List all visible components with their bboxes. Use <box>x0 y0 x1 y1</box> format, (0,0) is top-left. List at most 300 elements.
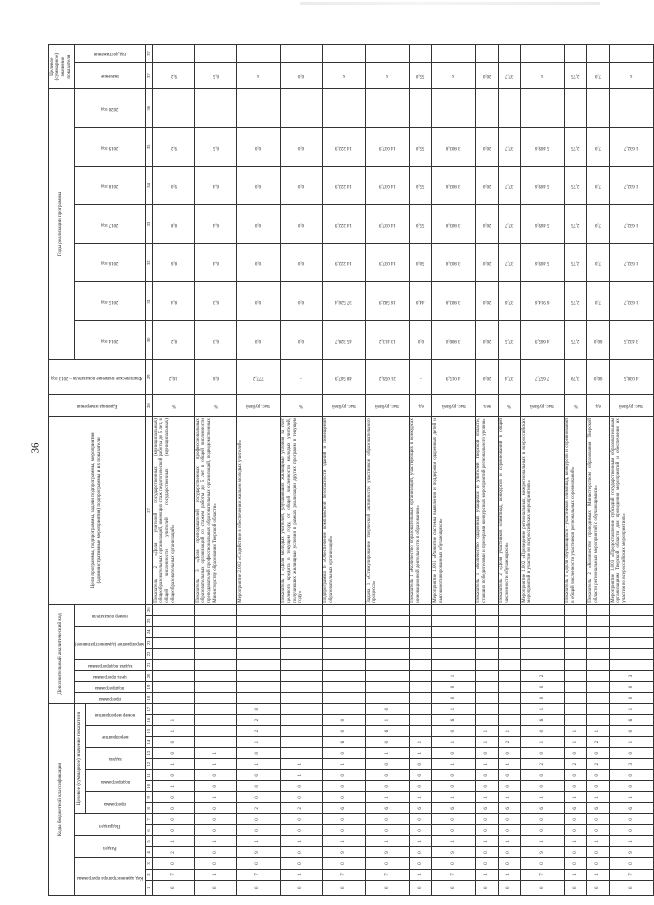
year-value-cell: 0,0 <box>237 128 281 167</box>
budget-code-cell: 0 <box>610 748 654 759</box>
budget-code-cell: 1 <box>475 737 498 748</box>
budget-code-cell: 6 <box>610 803 654 814</box>
target-year-cell <box>521 45 565 63</box>
column-index-cell: 26 <box>145 604 152 615</box>
budget-code-cell: 1 <box>610 737 654 748</box>
budget-code-cell: 0 <box>564 847 587 858</box>
budget-code-cell: 1 <box>153 836 195 847</box>
budget-code-cell <box>153 693 195 704</box>
year-value-cell: 2,75 <box>564 205 587 244</box>
budget-code-cell: 6 <box>564 803 587 814</box>
budget-code-cell: 0 <box>432 880 476 895</box>
budget-code-cell: 1 <box>521 792 565 803</box>
budget-code-cell: 1 <box>564 869 587 880</box>
year-value-cell: 60,0 <box>587 321 610 360</box>
year-2015-header: 2015 год <box>74 282 145 321</box>
year-value-cell: 37,7 <box>498 243 521 282</box>
budget-code-cell: 0 <box>475 770 498 781</box>
budget-code-cell <box>153 670 195 681</box>
budget-code-cell <box>564 704 587 715</box>
base-value-header: Фактическое значение показателя – 2013 год <box>49 359 146 394</box>
budget-code-cell <box>195 726 237 737</box>
year-value-cell: 14 037,9 <box>366 205 410 244</box>
budget-code-cell: 0 <box>475 858 498 869</box>
budget-code-cell: 0 <box>153 880 195 895</box>
budget-code-cell <box>366 615 410 626</box>
budget-code-cell: 0 <box>498 770 521 781</box>
budget-code-cell: 0 <box>610 858 654 869</box>
budget-code-cell: 0 <box>521 825 565 836</box>
budget-code-cell: 0 <box>432 781 476 792</box>
year-value-cell: 0,0 <box>409 321 432 360</box>
table-row <box>498 45 521 896</box>
budget-code-cell: 2 <box>521 670 565 681</box>
base-value-cell: 37,4 <box>498 359 521 394</box>
table-row <box>409 45 432 896</box>
year-value-cell <box>610 89 654 128</box>
year-value-cell: 0,0 <box>280 166 322 205</box>
budget-code-cell: 7 <box>521 869 565 880</box>
budget-code-cell <box>409 604 432 615</box>
year-value-cell: 0,0 <box>280 243 322 282</box>
budget-code-cell <box>409 704 432 715</box>
budget-code-cell <box>322 604 366 615</box>
year-value-cell <box>475 89 498 128</box>
year-value-cell: 0,0 <box>237 282 281 321</box>
budget-code-cell: 1 <box>498 869 521 880</box>
budget-code-cell <box>432 615 476 626</box>
extra-task-header: задача подпрограммы <box>74 659 145 670</box>
budget-code-cell: 1 <box>153 781 195 792</box>
budget-code-cell <box>409 670 432 681</box>
budget-code-cell <box>475 604 498 615</box>
budget-code-cell: 6 <box>322 737 366 748</box>
budget-code-cell <box>237 637 281 648</box>
unit-cell: тыс. рублей <box>432 395 476 417</box>
unit-header: Единица измерения <box>49 395 146 417</box>
year-value-cell: 20,0 <box>475 205 498 244</box>
year-value-cell: 6,3 <box>195 321 237 360</box>
year-value-cell <box>498 89 521 128</box>
year-value-cell: 0,0 <box>280 321 322 360</box>
table-row <box>521 45 565 896</box>
budget-code-cell <box>409 682 432 693</box>
budget-code-cell <box>153 659 195 670</box>
budget-code-cell <box>498 659 521 670</box>
budget-code-cell: 6 <box>610 715 654 726</box>
budget-code-cell: 1 <box>366 748 410 759</box>
budget-code-cell: 0 <box>409 825 432 836</box>
budget-code-cell: 0 <box>237 748 281 759</box>
year-value-cell: 37,5 <box>498 321 521 360</box>
budget-code-cell: 0 <box>322 880 366 895</box>
budget-code-cell: 6 <box>521 803 565 814</box>
budget-code-cell <box>195 704 237 715</box>
target-value-cell: 7,0 <box>587 62 610 88</box>
budget-code-cell: 2 <box>153 847 195 858</box>
column-index-cell: 35 <box>145 128 152 167</box>
budget-code-cell: 2 <box>237 726 281 737</box>
unit-cell: % <box>195 395 237 417</box>
year-value-cell: 4 665,9 <box>521 321 565 360</box>
budget-code-cell: 0 <box>521 814 565 825</box>
column-index-cell: 24 <box>145 626 152 637</box>
budget-code-cell <box>475 682 498 693</box>
budget-code-cell: 1 <box>237 759 281 770</box>
budget-code-cell <box>587 715 610 726</box>
budget-code-cell <box>432 659 476 670</box>
year-value-cell: 20,0 <box>475 128 498 167</box>
target-value-cell: 2,75 <box>564 62 587 88</box>
column-index-cell: 7 <box>145 814 152 825</box>
budget-code-cell: 0 <box>153 825 195 836</box>
budget-code-cell: 1 <box>475 836 498 847</box>
budget-code-cell <box>195 615 237 626</box>
year-value-cell: 2,75 <box>564 321 587 360</box>
year-value-cell: 14 222,9 <box>322 166 366 205</box>
budget-code-cell: 0 <box>521 726 565 737</box>
budget-code-cell: 0 <box>195 847 237 858</box>
budget-code-cell <box>432 648 476 659</box>
budget-code-cell: 0 <box>409 759 432 770</box>
year-value-cell <box>521 89 565 128</box>
budget-code-cell: 0 <box>322 825 366 836</box>
budget-code-cell: 1 <box>475 759 498 770</box>
year-value-cell: 3 803,8 <box>432 282 476 321</box>
base-value-cell: - <box>280 359 322 394</box>
table-row <box>195 45 237 896</box>
base-value-cell: 777,2 <box>237 359 281 394</box>
column-index-cell: 6 <box>145 825 152 836</box>
target-value-cell: 20,0 <box>475 62 498 88</box>
base-value-cell: 6,6 <box>195 359 237 394</box>
budget-code-cell <box>280 659 322 670</box>
column-index-cell: 3 <box>145 858 152 869</box>
year-value-cell: 5 469,6 <box>521 243 565 282</box>
year-value-cell: 0,0 <box>237 243 281 282</box>
budget-code-cell: 0 <box>587 880 610 895</box>
budget-code-cell: 0 <box>498 880 521 895</box>
year-value-cell: 1 632,7 <box>610 282 654 321</box>
extra-indicator-number-header: номер показателя <box>74 604 145 626</box>
budget-code-cell <box>153 637 195 648</box>
budget-code-cell <box>475 704 498 715</box>
base-value-cell: 3,70 <box>564 359 587 394</box>
indicator-description: Показатель 1 «Количество одаренных учащихся и учителей Тверской области, ставших победителями и призерами конкурсных мероприятий регионального уровня» <box>475 417 498 605</box>
budget-code-cell: 0 <box>521 781 565 792</box>
budget-code-cell: 1 <box>475 792 498 803</box>
budget-code-cell: 1 <box>498 759 521 770</box>
budget-code-cell: 7 <box>432 869 476 880</box>
budget-code-cell: 1 <box>432 759 476 770</box>
budget-code-cell: 0 <box>475 781 498 792</box>
budget-code-cell: 0 <box>587 858 610 869</box>
year-value-cell: 7,0 <box>587 282 610 321</box>
budget-code-cell: 0 <box>610 781 654 792</box>
budget-code-cell: 0 <box>237 814 281 825</box>
year-value-cell: 14 222,9 <box>322 243 366 282</box>
budget-code-cell: 0 <box>521 693 565 704</box>
budget-code-cell: 0 <box>432 693 476 704</box>
budget-code-cell: 1 <box>564 792 587 803</box>
budget-code-cell <box>587 604 610 615</box>
budget-code-cell <box>564 682 587 693</box>
budget-code-cell <box>587 637 610 648</box>
year-value-cell: 20,0 <box>475 166 498 205</box>
budget-code-cell: 0 <box>432 825 476 836</box>
budget-code-cell: 1 <box>366 715 410 726</box>
budget-code-cell: 0 <box>237 792 281 803</box>
budget-code-cell <box>475 659 498 670</box>
indicator-description: Показатель 1 «Доля обучающихся - участников олимпиад, конкурсов и соревнований в общей численности участников региональных соревнований» <box>564 417 587 605</box>
budget-code-cell <box>366 670 410 681</box>
budget-code-cell: 0 <box>153 792 195 803</box>
budget-code-cell: 9 <box>521 847 565 858</box>
budget-code-cell <box>610 659 654 670</box>
target-value-header: значение <box>74 62 145 88</box>
budget-code-cell <box>153 648 195 659</box>
budget-code-cell <box>498 637 521 648</box>
budget-code-cell: 0 <box>564 858 587 869</box>
column-index-cell: 28 <box>145 395 152 417</box>
budget-code-cell: 1 <box>475 726 498 737</box>
budget-code-cell <box>409 715 432 726</box>
indicator-description: Подпрограмма 6 «Обеспечение комплексной безопасности зданий и помещений образовательных организаций» <box>322 417 366 605</box>
budget-code-cell: 1 <box>498 836 521 847</box>
target-value-cell: x <box>322 62 366 88</box>
year-value-cell <box>153 89 195 128</box>
budget-code-cell: 0 <box>280 880 322 895</box>
budget-code-cell <box>322 670 366 681</box>
budget-code-cell: 0 <box>587 825 610 836</box>
budget-code-cell <box>153 604 195 615</box>
column-index-cell: 25 <box>145 615 152 626</box>
budget-code-cell: 6 <box>366 726 410 737</box>
budget-code-cell: 0 <box>610 880 654 895</box>
budget-code-cell: 0 <box>280 858 322 869</box>
budget-code-cell: 0 <box>195 880 237 895</box>
budget-code-cell: 0 <box>280 847 322 858</box>
budget-code-cell: 2 <box>564 759 587 770</box>
budget-code-cell <box>475 693 498 704</box>
budget-code-cell: 1 <box>587 792 610 803</box>
budget-code-cell: 1 <box>587 726 610 737</box>
unit-cell: чел. <box>475 395 498 417</box>
column-index-cell: 23 <box>145 637 152 648</box>
base-value-cell: - <box>409 359 432 394</box>
year-value-cell: 16 582,9 <box>366 282 410 321</box>
budget-code-cell <box>280 715 322 726</box>
budget-code-cell: 1 <box>521 704 565 715</box>
base-value-cell: 60,0 <box>587 359 610 394</box>
year-value-cell: 3 803,8 <box>432 166 476 205</box>
budget-code-cell: 0 <box>153 770 195 781</box>
budget-code-cell: 1 <box>564 737 587 748</box>
budget-code-cell: 6 <box>498 803 521 814</box>
budget-code-cell: 0 <box>322 748 366 759</box>
budget-code-cell <box>195 737 237 748</box>
budget-code-cell: 2 <box>521 759 565 770</box>
indicator-description: Задача 1 «Стимулирование творческой активности участников образовательного процесса» <box>366 417 410 605</box>
target-value-cell: 9,2 <box>153 62 195 88</box>
year-value-cell <box>564 89 587 128</box>
budget-code-cell <box>610 626 654 637</box>
target-value-cell: 55,0 <box>409 62 432 88</box>
budget-code-cell <box>280 682 322 693</box>
budget-code-cell: 0 <box>498 825 521 836</box>
column-index-row <box>145 45 152 896</box>
budget-code-cell: 1 <box>475 869 498 880</box>
extra-program-header: программа <box>74 693 145 704</box>
budget-code-cell <box>610 604 654 615</box>
budget-code-cell: 1 <box>521 836 565 847</box>
year-2020-header: 2020 год <box>74 89 145 128</box>
target-task-header: задача <box>86 748 146 770</box>
year-value-cell: 3 432,5 <box>610 321 654 360</box>
budget-code-cell <box>237 648 281 659</box>
indicator-description: Мероприятие 1.002 «Проведение региональных, межрегиональных и всероссийских мероприятий и участие во всероссийских мероприятиях» <box>521 417 565 605</box>
extra-event-header: мероприятие (административное) <box>74 626 145 659</box>
target-year-cell <box>366 45 410 63</box>
year-value-cell: 37,6 <box>498 282 521 321</box>
year-value-cell: 20,0 <box>475 243 498 282</box>
budget-code-cell <box>521 626 565 637</box>
target-year-cell <box>475 45 498 63</box>
budget-code-cell: 7 <box>153 869 195 880</box>
budget-code-cell: 0 <box>432 770 476 781</box>
budget-code-cell <box>587 648 610 659</box>
budget-code-cell: 0 <box>521 880 565 895</box>
budget-code-cell: 6 <box>587 803 610 814</box>
unit-cell: % <box>564 395 587 417</box>
budget-code-cell: 0 <box>366 814 410 825</box>
table-row <box>237 45 281 896</box>
budget-code-cell <box>366 626 410 637</box>
year-value-cell: 1 632,7 <box>610 243 654 282</box>
year-value-cell: 1 632,7 <box>610 128 654 167</box>
budget-code-cell <box>521 615 565 626</box>
budget-code-cell: 0 <box>610 726 654 737</box>
budget-code-cell: 1 <box>153 715 195 726</box>
target-value-cell: 6,5 <box>195 62 237 88</box>
budget-code-cell <box>237 626 281 637</box>
budget-code-cell: 0 <box>610 693 654 704</box>
budget-code-cell: 0 <box>610 682 654 693</box>
year-value-cell: 8,6 <box>153 243 195 282</box>
budget-code-cell <box>322 626 366 637</box>
budget-code-cell <box>366 648 410 659</box>
budget-code-cell <box>237 615 281 626</box>
budget-code-cell: 1 <box>498 726 521 737</box>
unit-cell: тыс. рублей <box>366 395 410 417</box>
budget-code-cell: 0 <box>587 770 610 781</box>
base-value-cell: 4 015,9 <box>432 359 476 394</box>
unit-cell: тыс. рублей <box>322 395 366 417</box>
table-row <box>432 45 476 896</box>
extra-code-group-header: Дополнительный аналитический код <box>49 604 75 703</box>
budget-code-cell: 0 <box>498 814 521 825</box>
budget-code-cell: 0 <box>564 825 587 836</box>
year-value-cell: 8,8 <box>153 205 195 244</box>
target-year-cell <box>498 45 521 63</box>
year-value-cell: 3 803,8 <box>432 128 476 167</box>
column-index-cell: 15 <box>145 726 152 737</box>
budget-code-cell <box>237 682 281 693</box>
budget-code-cell: 1 <box>195 836 237 847</box>
year-2014-header: 2014 год <box>74 321 145 360</box>
indicator-description: Показатель 2 «Количество проводимых Министерством образования Тверской области региональных мероприятий с обучающимися» <box>587 417 610 605</box>
budget-code-cell <box>366 682 410 693</box>
budget-code-cell: 0 <box>409 858 432 869</box>
budget-code-cell: 1 <box>564 726 587 737</box>
budget-code-cell: 6 <box>366 803 410 814</box>
budget-code-cell: 0 <box>475 748 498 759</box>
indicator-description: Показатель 2 «Доля учителей государственных (муниципальных) общеобразовательных организаций, имеющих стаж педагогической работы до 5 лет, в общей численности учителей государственных (муниципальных) общеобразовательных организаций» <box>153 417 195 605</box>
subsection-header: Подраздел <box>74 814 145 836</box>
budget-code-cell: 1 <box>521 737 565 748</box>
budget-code-cell <box>587 615 610 626</box>
year-2018-header: 2018 год <box>74 166 145 205</box>
budget-code-cell: 1 <box>564 836 587 847</box>
indicator-description: Мероприятие 2.002 «Содействие в обеспечении жильем молодых учителей» <box>237 417 281 605</box>
year-value-cell: 14 037,9 <box>366 166 410 205</box>
year-value-cell: 14 037,9 <box>366 128 410 167</box>
budget-code-cell: 0 <box>475 825 498 836</box>
budget-code-cell: 1 <box>322 759 366 770</box>
budget-code-cell: 0 <box>587 781 610 792</box>
budget-code-cell <box>195 637 237 648</box>
budget-code-cell <box>521 637 565 648</box>
budget-code-cell: 1 <box>153 759 195 770</box>
budget-code-cell: 1 <box>366 836 410 847</box>
unit-cell: ед. <box>587 395 610 417</box>
scan-edge-mark <box>300 2 600 5</box>
budget-code-cell <box>498 682 521 693</box>
target-year-cell <box>153 45 195 63</box>
budget-code-cell <box>280 704 322 715</box>
budget-code-cell: 2 <box>498 737 521 748</box>
budget-code-cell <box>587 682 610 693</box>
indicator-description: Показатель 2 «Доля участников олимпиад, конкурсов и соревнований в общей численности обучающихся» <box>498 417 521 605</box>
budget-code-cell: 1 <box>498 792 521 803</box>
budget-code-cell: 1 <box>322 836 366 847</box>
budget-code-cell <box>280 748 322 759</box>
budget-code-cell <box>564 615 587 626</box>
budget-code-cell <box>280 693 322 704</box>
budget-code-cell: 0 <box>610 770 654 781</box>
budget-code-cell: 1 <box>409 737 432 748</box>
indicator-description: Показатель 3 «Доля преподавателей государственных профессиональных образовательных организаций со стажем работы до 5 лет в общей численности преподавателей профессиональных образовательных организаций, подведомственных Министерству образования Тверской области» <box>195 417 237 605</box>
unit-cell: % <box>498 395 521 417</box>
budget-code-cell: 0 <box>521 748 565 759</box>
year-value-cell <box>280 89 322 128</box>
year-value-cell: 7,0 <box>587 166 610 205</box>
budget-code-cell <box>195 604 237 615</box>
table-row <box>366 45 410 896</box>
year-value-cell: 2,75 <box>564 166 587 205</box>
year-value-cell: 3 803,8 <box>432 243 476 282</box>
budget-code-cell: 0 <box>153 803 195 814</box>
year-value-cell: 2,75 <box>564 128 587 167</box>
budget-code-cell <box>280 648 322 659</box>
budget-code-cell: 3 <box>610 759 654 770</box>
budget-code-cell <box>322 659 366 670</box>
budget-code-cell: 9 <box>366 847 410 858</box>
budget-code-cell: 2 <box>587 737 610 748</box>
year-value-cell: 44,0 <box>409 282 432 321</box>
table-body <box>153 45 654 896</box>
budget-code-cell: 0 <box>366 737 410 748</box>
